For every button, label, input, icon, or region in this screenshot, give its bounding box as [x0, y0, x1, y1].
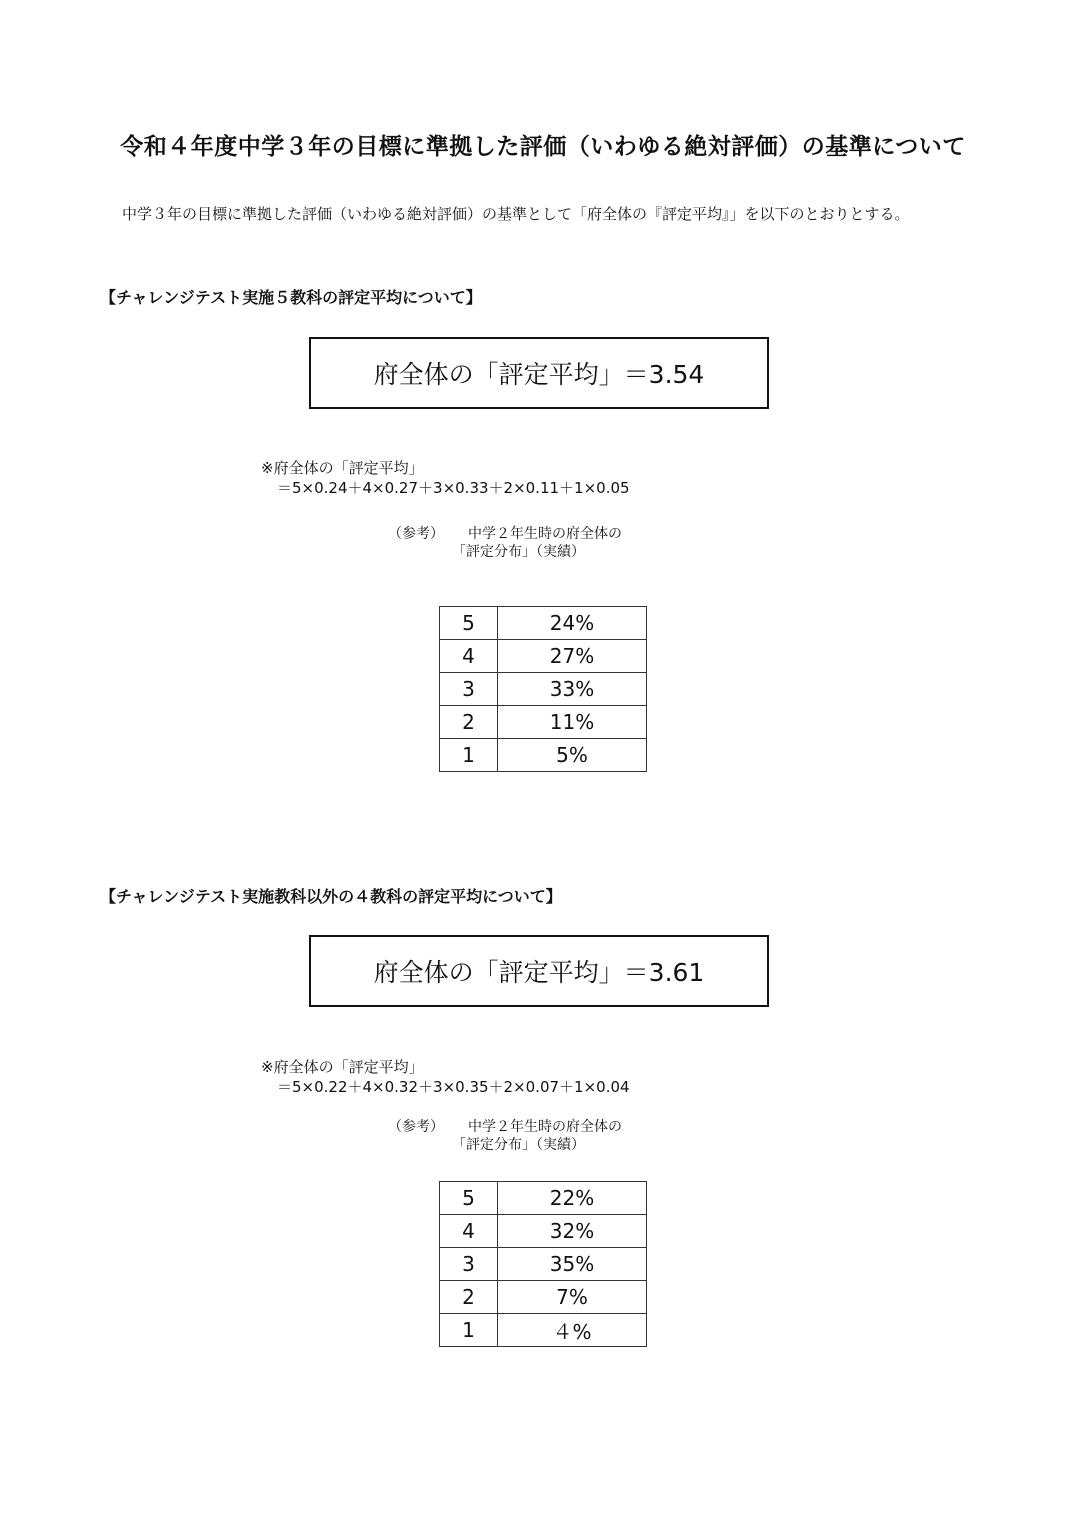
formula-label: ※府全体の「評定平均」: [261, 459, 424, 477]
percent-cell: 32%: [498, 1215, 647, 1248]
result-box-four-subjects: [309, 935, 769, 1007]
note-line-2: 「評定分布」（実績）: [452, 1137, 585, 1153]
grade-cell: 3: [440, 673, 498, 706]
formula-expression: ＝5×0.24＋4×0.27＋3×0.33＋2×0.11＋1×0.05: [277, 479, 630, 497]
page-title: 令和４年度中学３年の目標に準拠した評価（いわゆる絶対評価）の基準について: [120, 134, 966, 160]
percent-cell: 11%: [498, 706, 647, 739]
reference-note: [388, 525, 622, 561]
grade-cell: 3: [440, 1248, 498, 1281]
percent-cell: 22%: [498, 1182, 647, 1215]
percent-cell: 24%: [498, 607, 647, 640]
percent-cell: 7%: [498, 1281, 647, 1314]
note-prefix: （参考）: [388, 1119, 444, 1135]
result-value: 府全体の「評定平均」＝3.54: [373, 360, 705, 389]
percent-cell: 27%: [498, 640, 647, 673]
distribution-table: [439, 606, 647, 772]
table-row: [440, 1182, 647, 1215]
formula-block: [261, 458, 630, 498]
table-row: [440, 1314, 647, 1347]
percent-cell: 5%: [498, 739, 647, 772]
grade-cell: 1: [440, 1314, 498, 1347]
table-row: [440, 673, 647, 706]
note-line-1: 中学２年生時の府全体の: [468, 1119, 622, 1135]
formula-block: [261, 1057, 630, 1097]
grade-cell: 1: [440, 739, 498, 772]
reference-note: [388, 1118, 622, 1154]
table-row: [440, 1215, 647, 1248]
result-box-five-subjects: [309, 337, 769, 409]
note-line-1: 中学２年生時の府全体の: [468, 526, 622, 542]
table-row: [440, 640, 647, 673]
formula-label: ※府全体の「評定平均」: [261, 1058, 424, 1076]
table-row: [440, 607, 647, 640]
grade-cell: 5: [440, 1182, 498, 1215]
section-heading-four-subjects: 【チャレンジテスト実施教科以外の４教科の評定平均について】: [100, 887, 562, 906]
distribution-table: [439, 1181, 647, 1347]
grade-cell: 2: [440, 706, 498, 739]
percent-cell: 35%: [498, 1248, 647, 1281]
table-row: [440, 706, 647, 739]
section-heading-five-subjects: 【チャレンジテスト実施５教科の評定平均について】: [100, 288, 482, 307]
grade-cell: 5: [440, 607, 498, 640]
note-prefix: （参考）: [388, 526, 444, 542]
table-row: [440, 1281, 647, 1314]
grade-cell: 4: [440, 640, 498, 673]
table-row: [440, 739, 647, 772]
table-row: [440, 1248, 647, 1281]
percent-cell: 33%: [498, 673, 647, 706]
grade-cell: 4: [440, 1215, 498, 1248]
percent-cell: ４%: [498, 1314, 647, 1347]
grade-cell: 2: [440, 1281, 498, 1314]
result-value: 府全体の「評定平均」＝3.61: [373, 958, 705, 987]
formula-expression: ＝5×0.22＋4×0.32＋3×0.35＋2×0.07＋1×0.04: [277, 1078, 630, 1096]
note-line-2: 「評定分布」（実績）: [452, 544, 585, 560]
intro-text: 中学３年の目標に準拠した評価（いわゆる絶対評価）の基準として「府全体の『評定平均』」を以下のとおりとする。: [122, 205, 910, 223]
